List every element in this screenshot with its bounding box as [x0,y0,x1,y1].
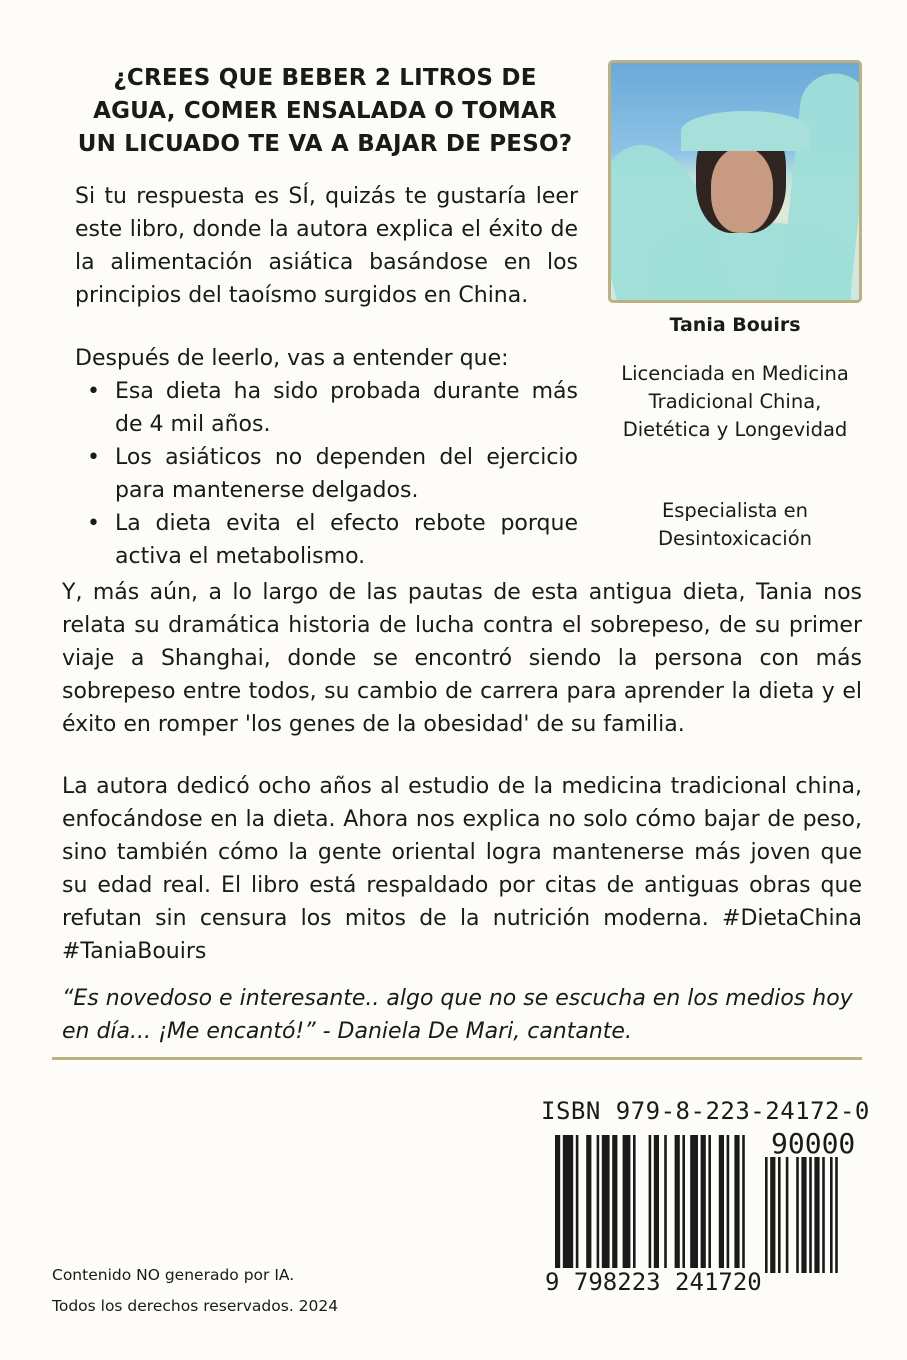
benefits-section [75,342,578,573]
barcode-bar [835,1157,838,1273]
barcode-bar [701,1135,706,1275]
barcode-bar [664,1135,667,1275]
barcode-bar [612,1135,617,1275]
benefits-list [75,375,578,573]
list-item: • Los asiáticos no dependen del ejercicio para mantenerse delgados. [75,441,578,507]
barcode-bar [727,1135,730,1275]
barcode-bar [822,1157,825,1273]
barcode-bar [734,1135,739,1275]
story-paragraph: Y, más aún, a lo largo de las pautas de esta antigua dieta, Tania nos relata su dramática historia de lucha contra el sobrepeso, de su primer viaje a Shanghai, donde se encontró siendo la persona con más sobrepeso entre todos, su cambio de carrera para aprender la dieta y el éxito en romper 'los genes de la obesidad' de su familia. [62,580,862,737]
barcode-bar [719,1135,724,1275]
barcode-bar [690,1135,698,1275]
barcode-bar [786,1157,789,1273]
testimonial-quote: “Es novedoso e interesante.. algo que no se escucha en los medios hoy en día... ¡Me encantó!” - Daniela De Mari, cantante. [62,986,853,1044]
barcode-bar [708,1135,711,1275]
author-specialty: Especialista en Desintoxicación [658,499,812,550]
intro-paragraph: Si tu respuesta es SÍ, quizás te gustaría leer este libro, donde la autora explica el éxito de la alimentación asiática basándose en los principios del taoísmo surgidos en China. [75,184,578,308]
author-photo [608,60,862,303]
barcode-bar [770,1157,775,1273]
barcode-bar [796,1157,799,1273]
barcode-bar [682,1135,685,1275]
author-name: Tania Bouirs [669,314,801,336]
author-credential: Licenciada en Medicina Tradicional China, Dietética y Longevidad [621,362,849,441]
barcode-bar [576,1135,579,1275]
barcode-bar [563,1135,573,1285]
barcode-bar [801,1157,806,1273]
divider [52,1057,862,1060]
barcode-bar [555,1135,560,1285]
barcode-bar [654,1135,659,1275]
barcode-bar [586,1135,591,1275]
barcode-bar [602,1135,610,1275]
barcode-bar [649,1135,652,1275]
isbn-label: ISBN 979-8-223-24172-0 [541,1097,870,1125]
barcode-bar [778,1157,781,1273]
barcode-bar [633,1135,636,1275]
list-item: • La dieta evita el efecto rebote porque activa el metabolismo. [75,507,578,573]
barcode-bar [765,1157,768,1273]
barcode-bar [830,1157,833,1273]
barcode-bar [675,1135,680,1275]
list-item: • Esa dieta ha sido probada durante más de 4 mil años. [75,375,578,441]
copyright: Todos los derechos reservados. 2024 [52,1297,339,1315]
ai-disclaimer: Contenido NO generado por IA. [52,1266,295,1284]
barcode-number: 9 798223 241720 [545,1268,762,1296]
benefits-lead: Después de leerlo, vas a entender que: [75,346,509,371]
barcode-bar [814,1157,819,1273]
barcode-bar [809,1157,812,1273]
barcode-bar [742,1135,745,1285]
barcode-addon: 90000 [771,1127,856,1160]
author-paragraph: La autora dedicó ocho años al estudio de la medicina tradicional china, enfocándose en la dieta. Ahora nos explica no solo cómo bajar de peso, sino también cómo la gente oriental logra mantenerse más joven que su edad real. El libro está respaldado por citas de antiguas obras que refutan sin censura los mitos de la nutrición moderna. #DietaChina #TaniaBouirs [62,774,862,964]
barcode-bar [623,1135,631,1275]
headline: ¿CREES QUE BEBER 2 LITROS DE AGUA, COMER ENSALADA O TOMAR UN LICUADO TE VA A BAJAR DE PESO? [77,65,573,157]
barcode-bar [597,1135,600,1275]
